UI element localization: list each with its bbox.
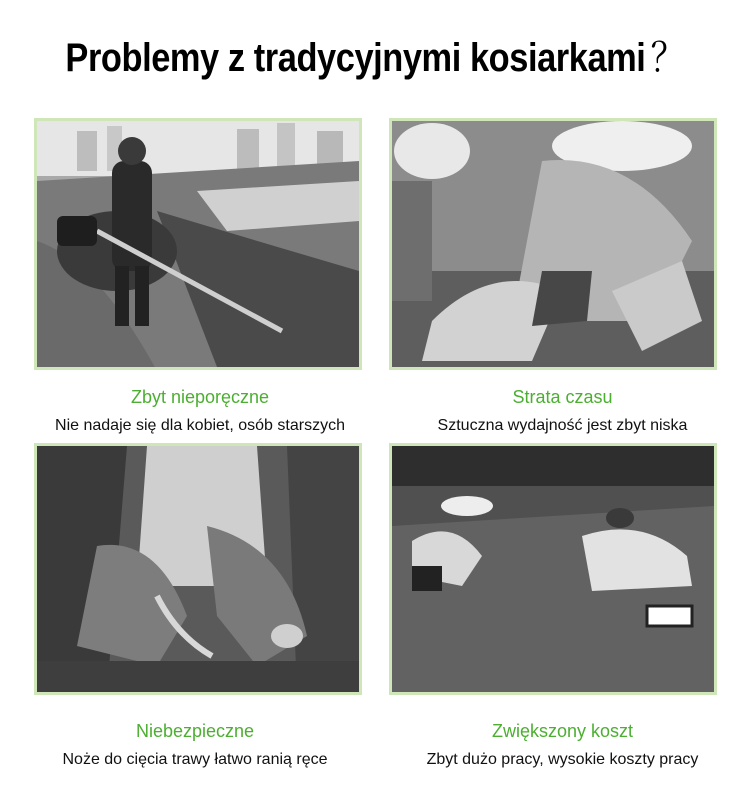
page-title — [53, 26, 698, 83]
title-question-mark: ？ — [650, 36, 685, 80]
panel-1-subtitle: Nie nadaje się dla kobiet, osób starszych — [55, 417, 345, 434]
title-text: Problemy z tradycyjnymi kosiarkami — [65, 36, 646, 80]
women-pulling-weeds-photo — [389, 118, 717, 370]
panel-2-subtitle: Sztuczna wydajność jest zbyt niska — [437, 417, 688, 434]
panel-2-title: Strata czasu — [512, 387, 613, 407]
panel-3-subtitle: Noże do cięcia trawy łatwo ranią ręce — [62, 751, 328, 768]
workers-weeding-field-photo — [389, 443, 717, 695]
panel-4-subtitle: Zbyt dużo pracy, wysokie koszty pracy — [426, 751, 699, 768]
worker-with-brushcutter-photo — [34, 118, 362, 370]
panel-1-title: Zbyt nieporęczne — [130, 387, 270, 407]
panel-4-title: Zwiększony koszt — [491, 721, 634, 741]
woman-cutting-grass-with-sickle-photo — [34, 443, 362, 695]
panel-3-title: Niebezpieczne — [135, 721, 255, 741]
